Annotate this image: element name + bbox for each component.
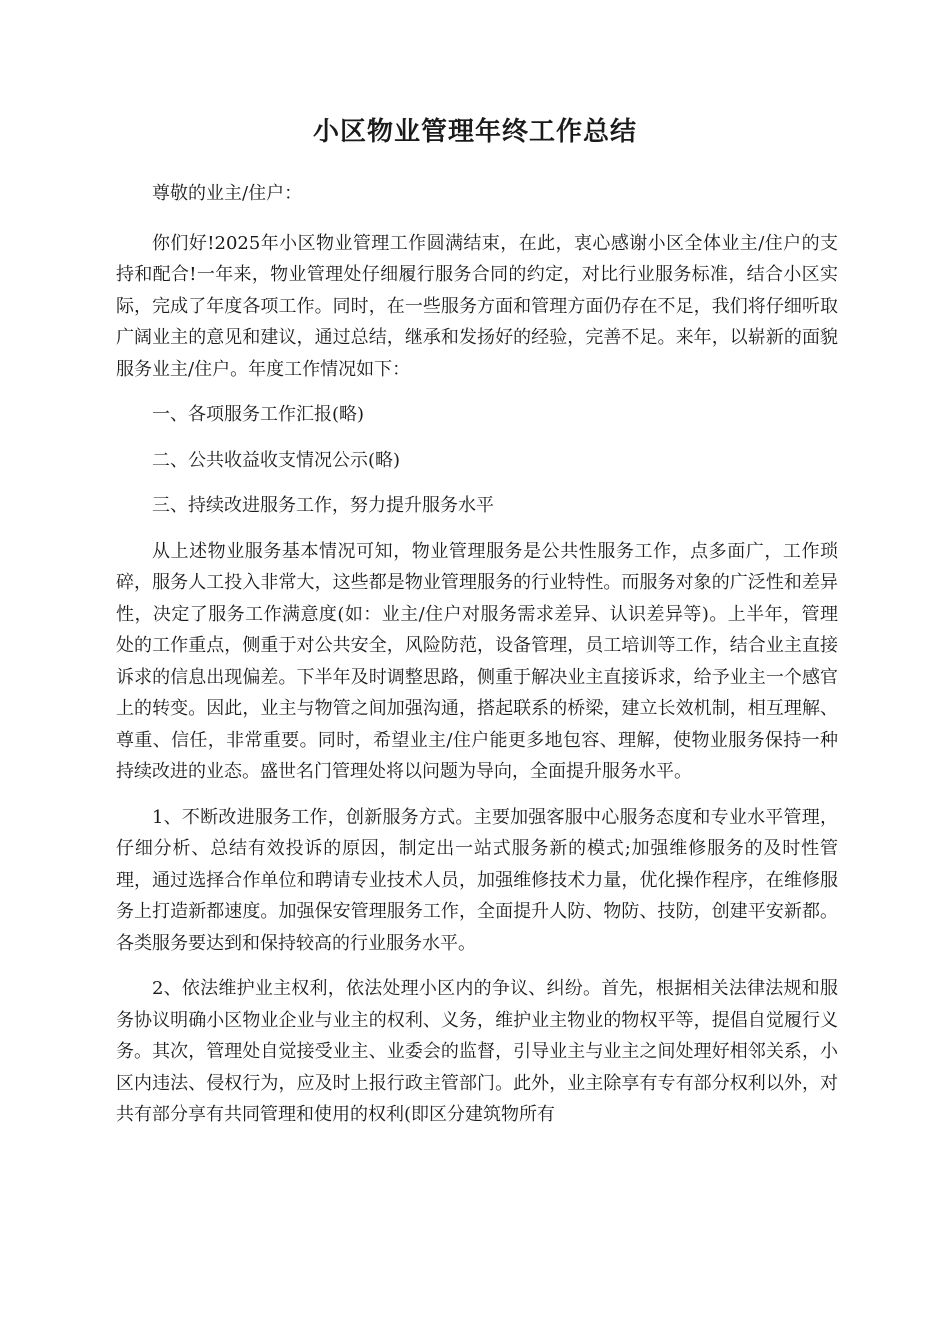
section-heading-1: 一、各项服务工作汇报(略)	[152, 404, 365, 425]
section-heading-2: 二、公共收益收支情况公示(略)	[152, 449, 401, 471]
section-heading-3: 三、持续改进服务工作，努力提升服务水平	[152, 495, 494, 516]
intro-paragraph: 你们好!2025年小区物业管理工作圆满结束，在此，衷心感谢小区全体业主/住户的支持和配合!一年来，物业管理处仔细履行服务合同的约定，对比行业服务标准，结合小区实际，完成了年度各项工作。同时，在一些服务方面和管理方面仍存在不足，我们将仔细听取广阔业主的意见和建议，通过总结，继承和发扬好的经验，完善不足。来年，以崭新的面貌服务业主/住户。年度工作情况如下：	[116, 232, 838, 380]
item-paragraph-1: 1、不断改进服务工作，创新服务方式。主要加强客服中心服务态度和专业水平管理，仔细分析、总结有效投诉的原因，制定出一站式服务新的模式;加强维修服务的及时性管理，通过选择合作单位和聘请专业技术人员，加强维修技术力量，优化操作程序，在维修服务上打造新都速度。加强保安管理服务工作，全面提升人防、物防、技防，创建平安新都。各类服务要达到和保持较高的行业服务水平。	[116, 806, 838, 954]
item-paragraph-2: 2、依法维护业主权利，依法处理小区内的争议、纠纷。首先，根据相关法律法规和服务协议明确小区物业企业与业主的权利、义务，维护业主物业的物权平等，提倡自觉履行义务。其次，管理处自觉接受业主、业委会的监督，引导业主与业主之间处理好相邻关系，小区内违法、侵权行为，应及时上报行政主管部门。此外，业主除享有专有部分权利以外，对共有部分享有共同管理和使用的权利(即区分建筑物所有	[116, 978, 838, 1125]
document-title: 小区物业管理年终工作总结	[312, 117, 637, 147]
salutation: 尊敬的业主/住户：	[152, 183, 303, 204]
overview-paragraph: 从上述物业服务基本情况可知，物业管理服务是公共性服务工作，点多面广，工作琐碎，服务人工投入非常大，这些都是物业管理服务的行业特性。而服务对象的广泛性和差异性，决定了服务工作满意度(如：业主/住户对服务需求差异、认识差异等)。上半年，管理处的工作重点，侧重于对公共安全，风险防范，设备管理，员工培训等工作，结合业主直接诉求的信息出现偏差。下半年及时调整思路，侧重于解决业主直接诉求，给予业主一个感官上的转变。因此，业主与物管之间加强沟通，搭起联系的桥梁，建立长效机制，相互理解、尊重、信任，非常重要。同时，希望业主/住户能更多地包容、理解，使物业服务保持一种持续改进的业态。盛世名门管理处将以问题为导向，全面提升服务水平。	[116, 540, 838, 782]
document-body	[116, 178, 838, 1145]
